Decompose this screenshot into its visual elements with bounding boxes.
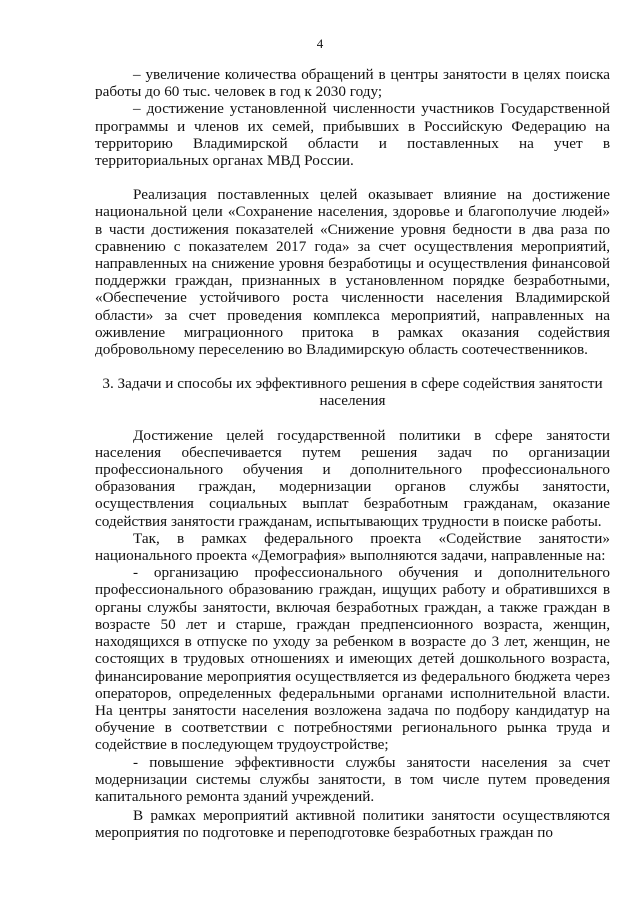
body-paragraph: Реализация поставленных целей оказывает влияние на достижение национальной цели «Сохранение населения, здоровье и благополучие людей» в части достижения показателей «Снижение уровня бедности в два раза по сравнению с показателем 2017 года» за счет осуществления мероприятий, направленных на снижение уровня безработицы и осуществления финансовой поддержки граждан, признанных в установленном порядке безработными, «Обеспечение устойчивого роста численности населения Владимирской области» за счет проведения комплекса мероприятий, направленных на оживление миграционного притока в рамках оказания содействия добровольному переселению во Владимирскую область соотечественников. [95,186,610,359]
page-number: 4 [316,36,324,51]
bullet-paragraph: - повышение эффективности службы занятости населения за счет модернизации системы службы занятости, в том числе путем проведения капитального ремонта зданий учреждений. [95,753,610,805]
bullet-paragraph: – достижение установленной численности участников Государственной программы и членов их семей, прибывших в Российскую Федерацию на территорию Владимирской области и поставленных на учет в территориальных органах МВД России. [95,100,610,170]
document-body [95,66,610,842]
bullet-paragraph: - организацию профессионального обучения и дополнительного профессионального образованию граждан, ищущих работу и обратившихся в органы службы занятости, включая безработных граждан, а также граждан в возрасте 50 лет и старше, граждан предпенсионного возраста, женщин, находящихся в отпуске по уходу за ребенком в возрасте до 3 лет, женщин, не состоящих в трудовых отношениях и имеющих детей дошкольного возраста, финансирование мероприятия осуществляется из федерального бюджета через операторов, определенных федеральными органами исполнительной власти. На центры занятости населения возложена задача по подбору кандидатур на обучение в соответствии с потребностями регионального рынка труда и содействие в последующем трудоустройстве; [95,564,610,754]
body-paragraph: Так, в рамках федерального проекта «Содействие занятости» национального проекта «Демография» выполняются задачи, направленные на: [95,529,610,565]
body-paragraph: Достижение целей государственной политики в сфере занятости населения обеспечивается путем решения задач по организации профессионального обучения и дополнительного профессионального образования граждан, модернизации органов службы занятости, осуществления социальных выплат безработным гражданам, оказание содействия занятости гражданам, испытывающих трудности в поиске работы. [95,426,610,530]
section-heading: 3. Задачи и способы их эффективного решения в сфере содействия занятости населения [102,375,603,410]
body-paragraph: В рамках мероприятий активной политики занятости осуществляются мероприятия по подготовке и переподготовке безработных граждан по [95,807,610,842]
bullet-paragraph: – увеличение количества обращений в центры занятости в целях поиска работы до 60 тыс. человек в год к 2030 году; [95,66,610,101]
